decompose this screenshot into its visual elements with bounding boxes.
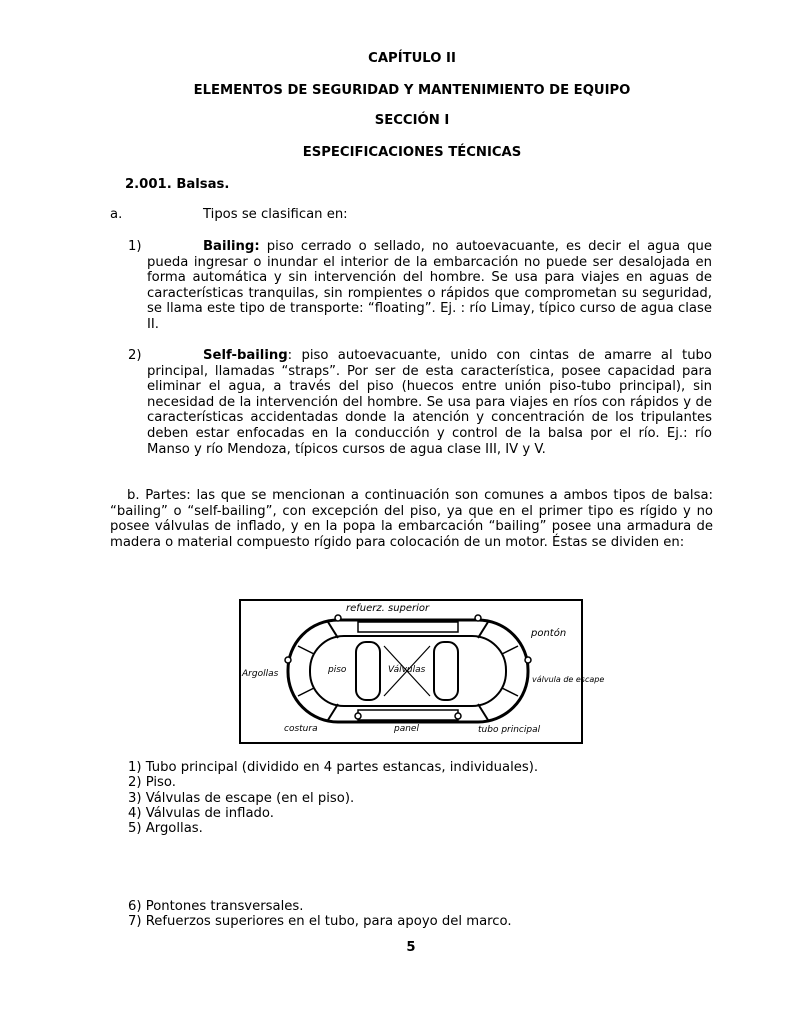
list-item: 5) Argollas.	[128, 821, 203, 837]
type-1-number: 1)	[128, 239, 142, 254]
raft-diagram	[238, 598, 605, 745]
list-item: 1) Tubo principal (dividido en 4 partes estancas, individuales).	[128, 760, 539, 775]
type-1-paragraph	[147, 239, 712, 333]
list-item: 3) Válvulas de escape (en el piso).	[128, 790, 355, 806]
figure-label-right: válvula de escape	[532, 675, 605, 684]
figure-label-top: refuerz. superior	[346, 603, 430, 614]
figure-label-right-top: pontón	[531, 628, 567, 639]
type-2-number: 2)	[128, 348, 142, 363]
figure-label-bottom-left: costura	[284, 724, 318, 734]
item-a-letter: a.	[110, 207, 123, 222]
type-2-term: Self-bailing	[203, 348, 288, 363]
figure-label-center-left: piso	[328, 665, 347, 675]
figure-label-center: Válvulas	[388, 665, 426, 675]
figure-label-bottom-right: tubo principal	[478, 725, 541, 735]
chapter-title: ELEMENTOS DE SEGURIDAD Y MANTENIMIENTO DE EQUIPO	[193, 83, 631, 98]
section-subtitle: ESPECIFICACIONES TÉCNICAS	[302, 145, 522, 160]
type-2-text: : piso autoevacuante, unido con cintas de amarre al tubo principal, llamadas “straps”. Por ser de esta característica, posee capacidad para eliminar el agua, a través del piso (huecos entre unión piso-tubo principal), sin necesidad de la intervención del hombre. Se usa para viajes en ríos con rápidos y de características accidentadas donde la atención y concentración de los tripulantes deben estar enfocadas en la conducción y control de la balsa por el río. Ej.: río Manso y río Mendoza, típicos cursos de agua clase III, IV y V.	[147, 348, 712, 457]
page-number: 5	[406, 940, 416, 955]
figure-label-left: Argollas	[242, 669, 279, 679]
figure-label-bottom-center: panel	[394, 724, 419, 734]
parts-list-1	[128, 760, 538, 836]
type-2-paragraph	[147, 348, 712, 457]
item-a-text: Tipos se clasifican en:	[203, 207, 348, 222]
list-item: 4) Válvulas de inflado.	[128, 805, 274, 821]
list-item: 7) Refuerzos superiores en el tubo, para apoyo del marco.	[128, 914, 512, 930]
type-1-term: Bailing:	[203, 239, 260, 254]
section-heading: SECCIÓN I	[374, 113, 450, 128]
type-1-text: piso cerrado o sellado, no autoevacuante, es decir el agua que pueda ingresar o inundar el interior de la embarcación no puede ser desalojada en forma automática y sin intervención del hombre. Se usa para viajes en aguas de características tranquilas, sin rompientes o rápidos que comprometan su seguridad, se llama este tipo de transporte: “floating”. Ej. : río Limay, típico curso de agua clase II.	[147, 239, 712, 332]
subsection-title: 2.001. Balsas.	[125, 177, 230, 192]
list-item: 6) Pontones transversales.	[128, 899, 304, 914]
item-b-paragraph: b. Partes: las que se mencionan a continuación son comunes a ambos tipos de balsa: “bailing” o “self-bailing”, con excepción del piso, ya que en el primer tipo es rígido y no posee válvulas de inflado, y en la popa la embarcación “bailing” posee una armadura de madera o material compuesto rígido para colocación de un motor. Éstas se dividen en:	[110, 488, 713, 550]
chapter-heading: CAPÍTULO II	[368, 51, 456, 66]
parts-list-2	[128, 899, 512, 930]
list-item: 2) Piso.	[128, 775, 176, 791]
